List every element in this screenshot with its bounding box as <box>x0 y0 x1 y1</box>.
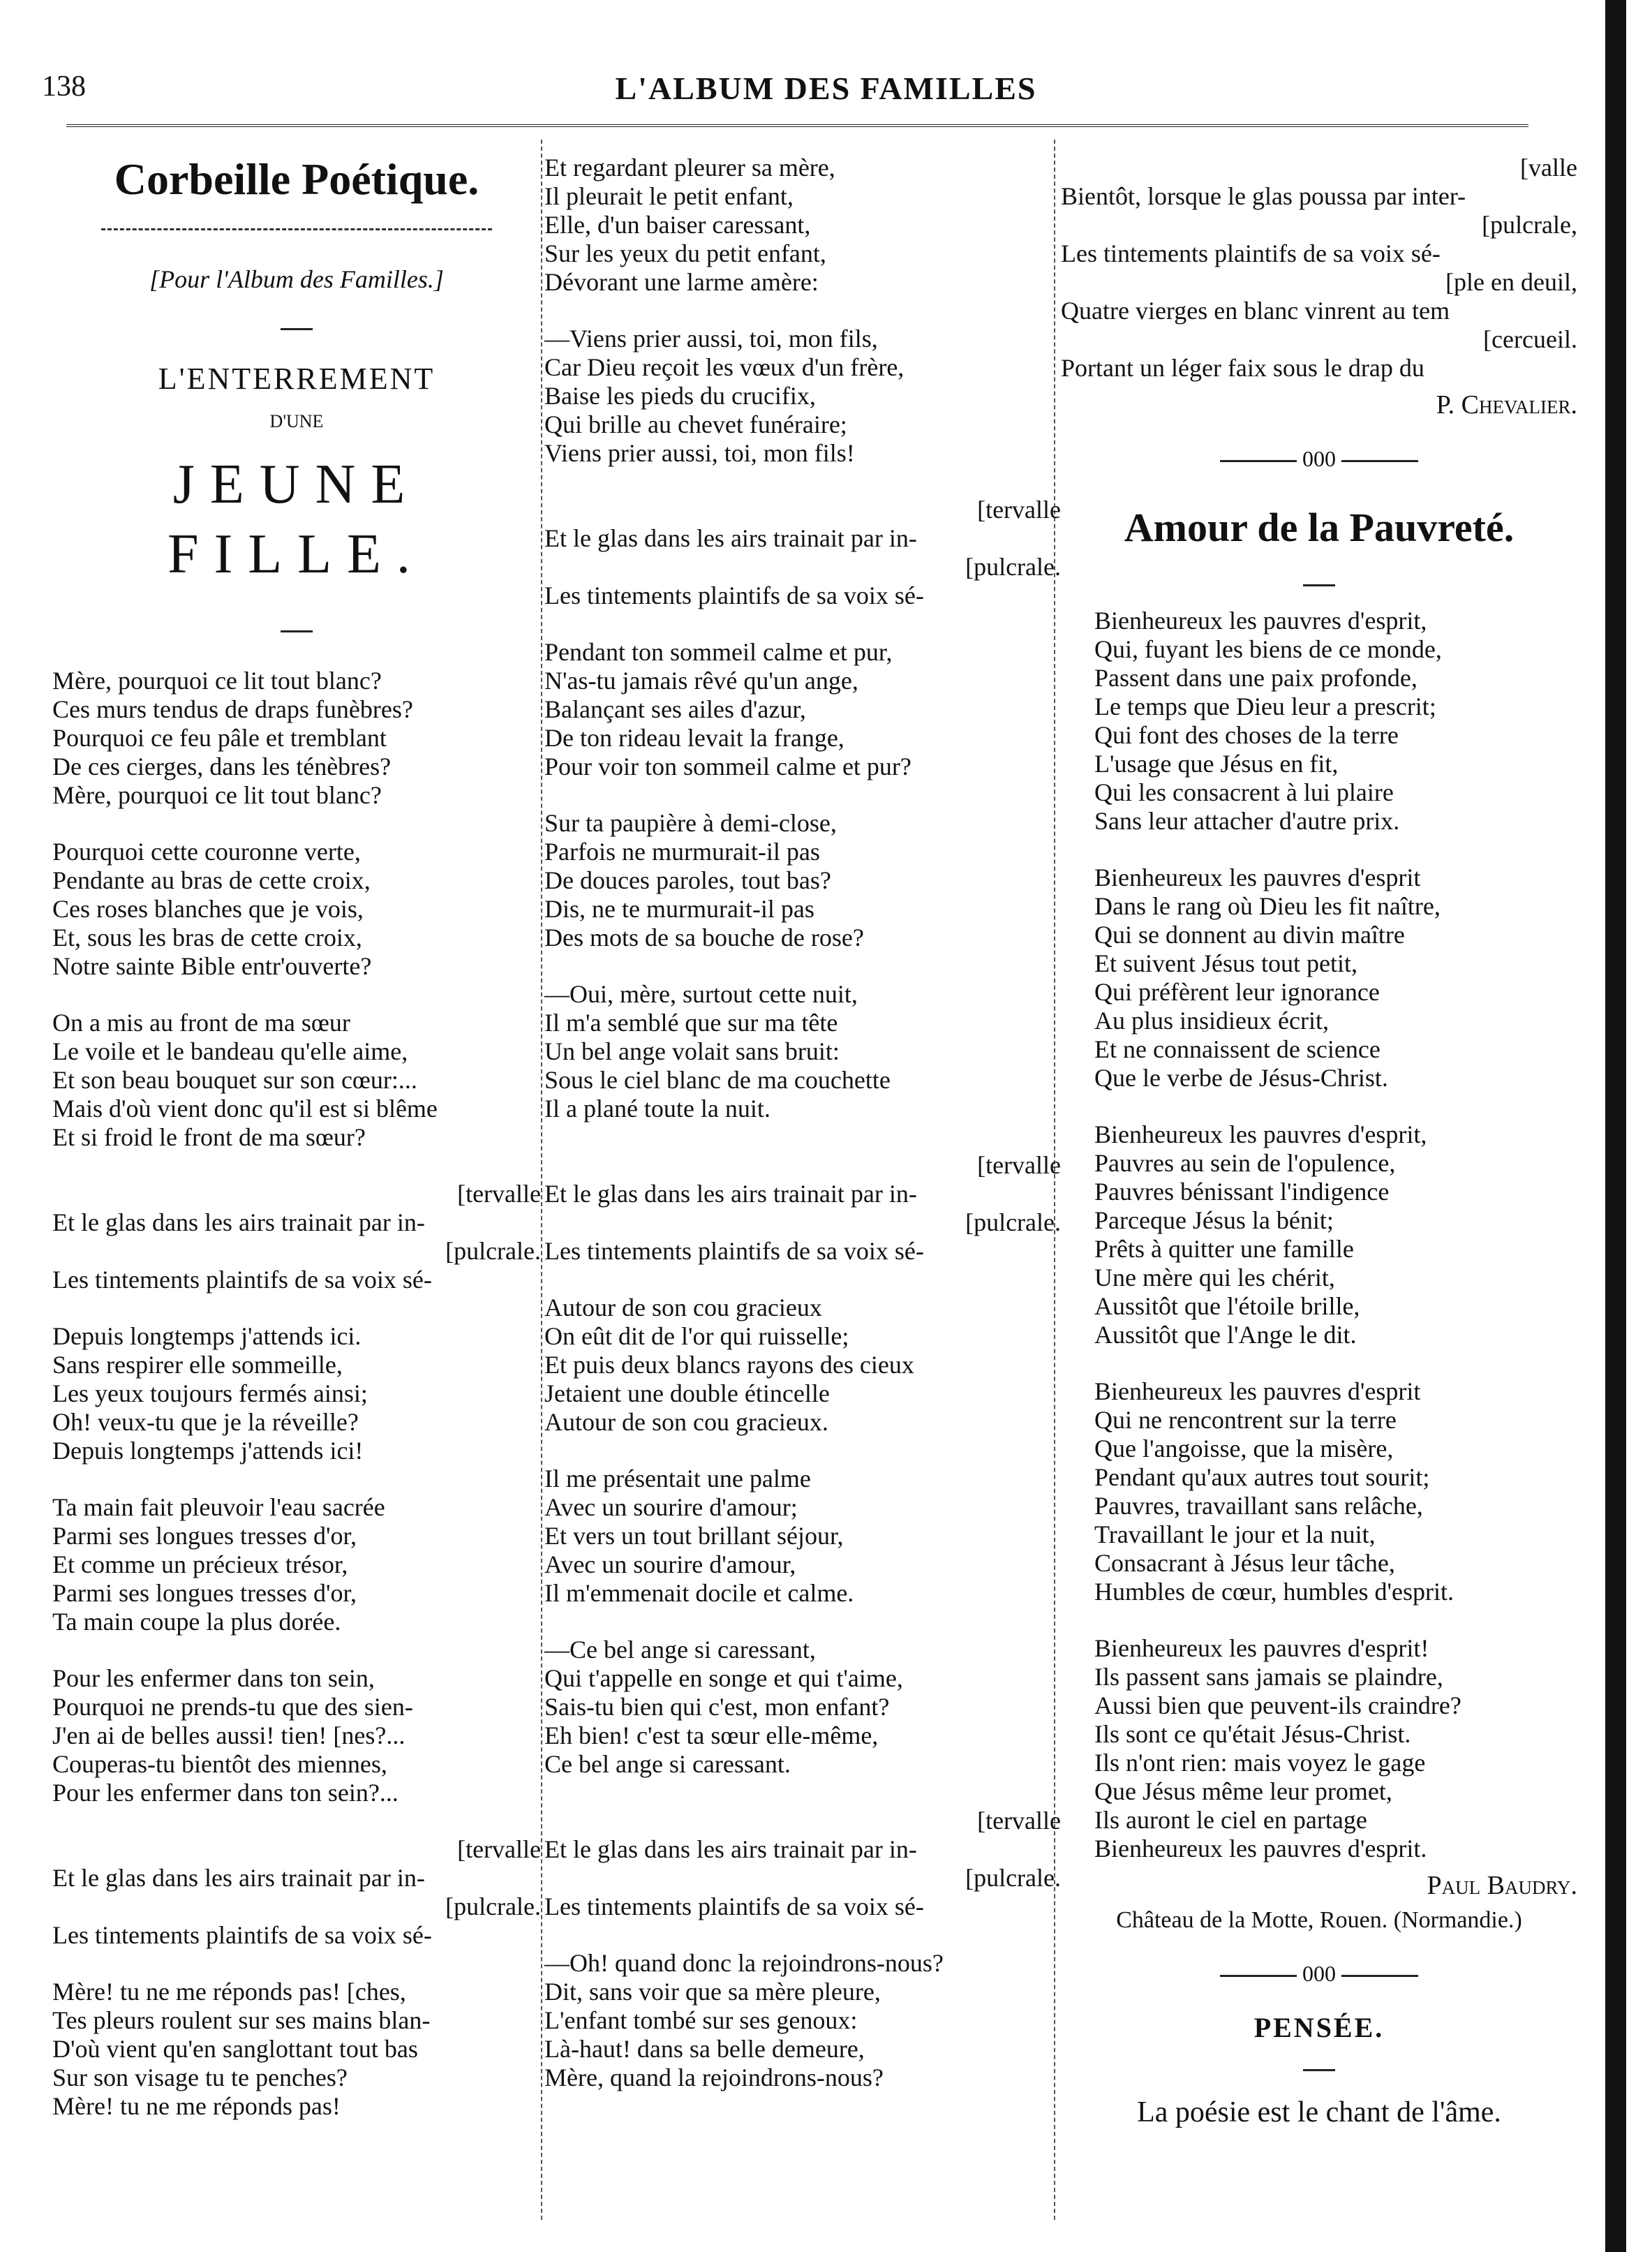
verse-line: De ces cierges, dans les ténèbres? <box>52 753 392 780</box>
stanza <box>544 809 1061 952</box>
verse-line: Dévorant une larme amère: <box>544 268 819 296</box>
verse-line: —Ce bel ange si caressant, <box>544 1636 816 1664</box>
verse-line: Pendant qu'aux autres tout sourit; <box>1094 1463 1430 1491</box>
verse-line: N'as-tu jamais rêvé qu'un ange, <box>544 667 858 695</box>
refrain-line: Et le glas dans les airs trainait par in- <box>544 524 917 552</box>
verse-line: Bienheureux les pauvres d'esprit. <box>1094 1835 1427 1862</box>
author-location: Château de la Motte, Rouen. (Normandie.) <box>1116 1907 1522 1933</box>
verse-line: —Viens prier aussi, toi, mon fils, <box>544 325 878 353</box>
column-3 <box>1061 154 1577 2127</box>
refrain-line: [tervalle <box>977 1151 1061 1179</box>
verse-line: Autour de son cou gracieux <box>544 1294 822 1321</box>
verse-line: Les yeux toujours fermés ainsi; <box>52 1379 368 1407</box>
verse-line: Depuis longtemps j'attends ici! <box>52 1437 364 1465</box>
verse-line: Eh bien! c'est ta sœur elle-même, <box>544 1721 879 1749</box>
stanza <box>544 325 1061 468</box>
verse-line: Sous le ciel blanc de ma couchette <box>544 1066 891 1094</box>
verse-line: Et comme un précieux trésor, <box>52 1550 348 1578</box>
verse-line: Couperas-tu bientôt des miennes, <box>52 1750 387 1778</box>
verse-line: Pour les enfermer dans ton sein, <box>52 1664 375 1692</box>
refrain-line: Et le glas dans les airs trainait par in- <box>52 1864 425 1892</box>
dash <box>1061 2049 1577 2077</box>
page-edge-bar <box>1605 0 1626 2252</box>
verse-line: Il me présentait une palme <box>544 1465 811 1492</box>
verse-line: Ces roses blanches que je vois, <box>52 895 364 923</box>
verse-line: Sans respirer elle sommeille, <box>52 1351 343 1379</box>
stanza <box>52 667 541 810</box>
stanza <box>1061 864 1577 1092</box>
verse-line: Au plus insidieux écrit, <box>1094 1007 1329 1035</box>
verse-line: Avec un sourire d'amour; <box>544 1493 798 1521</box>
verse-line: L'enfant tombé sur ses genoux: <box>544 2006 858 2034</box>
refrain-line: Et le glas dans les airs trainait par in- <box>52 1208 425 1236</box>
verse-line: Et regardant pleurer sa mère, <box>544 154 835 182</box>
verse-line: Notre sainte Bible entr'ouverte? <box>52 952 372 980</box>
verse-line: Baise les pieds du crucifix, <box>544 382 816 410</box>
verse-line: Il a plané toute la nuit. <box>544 1095 771 1123</box>
verse-line: Une mère qui les chérit, <box>1094 1264 1335 1291</box>
verse-line: Qui se donnent au divin maître <box>1094 921 1405 949</box>
stanza <box>1061 607 1577 836</box>
running-head: L'ALBUM DES FAMILLES <box>615 71 1037 106</box>
stanza <box>1061 1120 1577 1349</box>
verse-line: J'en ai de belles aussi! tien! [nes?... <box>52 1721 405 1749</box>
verse-line: Ces murs tendus de draps funèbres? <box>52 695 413 723</box>
refrain-line: Les tintements plaintifs de sa voix sé- <box>544 581 924 609</box>
refrain-line: Portant un léger faix sous le drap du <box>1061 354 1424 382</box>
verse-line: Qui t'appelle en songe et qui t'aime, <box>544 1664 903 1692</box>
poem-subtitle: D'UNE <box>269 411 324 431</box>
verse-line: Passent dans une paix profonde, <box>1094 664 1417 692</box>
verse-line: Avec un sourire d'amour, <box>544 1550 796 1578</box>
verse-line: Que Jésus même leur promet, <box>1094 1777 1392 1805</box>
verse-line: Que l'angoisse, que la misère, <box>1094 1435 1394 1462</box>
stanza <box>52 1664 541 1807</box>
refrain-line: [pulcrale. <box>965 553 1061 581</box>
verse-line: De douces paroles, tout bas? <box>544 866 831 894</box>
refrain <box>544 1807 1061 1921</box>
refrain-line: Les tintements plaintifs de sa voix sé- <box>52 1266 432 1294</box>
dash <box>1061 564 1577 593</box>
verse-line: Jetaient une double étincelle <box>544 1379 830 1407</box>
stanza <box>1061 1634 1577 1863</box>
section-title: Corbeille Poétique. <box>114 154 479 204</box>
divider <box>101 228 492 230</box>
verse-line: Travaillant le jour et la nuit, <box>1094 1520 1376 1548</box>
verse-line: Pauvres bénissant l'indigence <box>1094 1178 1390 1206</box>
verse-line: Il pleurait le petit enfant, <box>544 182 794 210</box>
verse-line: De ton rideau levait la frange, <box>544 724 844 752</box>
verse-line: Il m'a semblé que sur ma tête <box>544 1009 838 1037</box>
verse-line: Parceque Jésus la bénit; <box>1094 1206 1334 1234</box>
verse-line: L'usage que Jésus en fit, <box>1094 750 1339 778</box>
verse-line: Bienheureux les pauvres d'esprit <box>1094 1377 1421 1405</box>
refrain-line: [pulcrale. <box>445 1892 541 1920</box>
stanza <box>544 1294 1061 1437</box>
verse-line: Pourquoi cette couronne verte, <box>52 838 361 866</box>
refrain-line: [pulcrale. <box>965 1864 1061 1892</box>
verse-line: Pauvres au sein de l'opulence, <box>1094 1149 1396 1177</box>
verse-line: Dans le rang où Dieu les fit naître, <box>1094 892 1441 920</box>
verse-line: Parmi ses longues tresses d'or, <box>52 1579 357 1607</box>
verse-line: Pour voir ton sommeil calme et pur? <box>544 753 911 780</box>
verse-line: Ils passent sans jamais se plaindre, <box>1094 1663 1443 1691</box>
verse-line: Qui ne rencontrent sur la terre <box>1094 1406 1397 1434</box>
stanza <box>52 1978 541 2121</box>
refrain-line: Les tintements plaintifs de sa voix sé- <box>52 1921 432 1949</box>
verse-line: Sur les yeux du petit enfant, <box>544 239 826 267</box>
header-rule <box>66 124 1528 127</box>
verse-line: Sais-tu bien qui c'est, mon enfant? <box>544 1693 890 1721</box>
verse-line: Ce bel ange si caressant. <box>544 1750 791 1778</box>
refrain-line: [pulcrale. <box>965 1208 1061 1236</box>
stanza <box>1061 1377 1577 1606</box>
verse-line: Aussitôt que l'étoile brille, <box>1094 1292 1360 1320</box>
verse-line: Et suivent Jésus tout petit, <box>1094 949 1357 977</box>
refrain-line: [pulcrale, <box>1482 211 1577 239</box>
stanza <box>544 980 1061 1123</box>
verse-line: Consacrant à Jésus leur tâche, <box>1094 1549 1395 1577</box>
verse-line: Pauvres, travaillant sans relâche, <box>1094 1492 1423 1520</box>
author-signature: P. Chevalier. <box>1436 390 1577 420</box>
refrain-line: [pulcrale. <box>445 1237 541 1265</box>
verse-line: Sans leur attacher d'autre prix. <box>1094 807 1400 835</box>
refrain-line: [tervalle <box>977 496 1061 524</box>
refrain-line: [tervalle <box>457 1835 541 1863</box>
refrain-line: Les tintements plaintifs de sa voix sé- <box>544 1892 924 1920</box>
refrain <box>544 496 1061 610</box>
verse-line: Dis, ne te murmurait-il pas <box>544 895 814 923</box>
verse-line: Parfois ne murmurait-il pas <box>544 838 820 866</box>
verse-line: Balançant ses ailes d'azur, <box>544 695 806 723</box>
verse-line: Et, sous les bras de cette croix, <box>52 924 362 951</box>
verse-line: Et vers un tout brillant séjour, <box>544 1522 844 1550</box>
verse-line: Mais d'où vient donc qu'il est si blême <box>52 1095 438 1123</box>
stanza <box>544 1465 1061 1608</box>
verse-line: Viens prier aussi, toi, mon fils! <box>544 439 855 467</box>
verse-line: On a mis au front de ma sœur <box>52 1009 350 1037</box>
page-number: 138 <box>42 71 86 103</box>
verse-line: Des mots de sa bouche de rose? <box>544 924 864 951</box>
refrain <box>52 1180 541 1294</box>
stanza <box>544 638 1061 781</box>
verse-line: Le voile et le bandeau qu'elle aime, <box>52 1037 408 1065</box>
quote: La poésie est le chant de l'âme. <box>1137 2096 1501 2128</box>
verse-line: Que le verbe de Jésus-Christ. <box>1094 1064 1388 1092</box>
verse-line: Pour les enfermer dans ton sein?... <box>52 1779 399 1807</box>
stanza <box>52 1322 541 1465</box>
verse-line: Le temps que Dieu leur a prescrit; <box>1094 692 1436 720</box>
poem-subtitle-big: JEUNE FILLE. <box>168 454 426 585</box>
poem-ending <box>1061 154 1577 383</box>
verse-line: Parmi ses longues tresses d'or, <box>52 1522 357 1550</box>
verse-line: Ta main fait pleuvoir l'eau sacrée <box>52 1493 385 1521</box>
verse-line: Ta main coupe la plus dorée. <box>52 1608 341 1636</box>
verse-line: Car Dieu reçoit les vœux d'un frère, <box>544 353 905 381</box>
refrain <box>544 1151 1061 1266</box>
verse-line: D'où vient qu'en sanglottant tout bas <box>52 2035 418 2063</box>
stanza <box>52 838 541 981</box>
verse-line: Ils auront le ciel en partage <box>1094 1806 1367 1834</box>
column-rule-1 <box>541 140 542 2220</box>
verse-line: Pendant ton sommeil calme et pur, <box>544 638 893 666</box>
refrain-line: [valle <box>1520 154 1577 182</box>
refrain-line: [cercueil. <box>1483 325 1577 353</box>
verse-line: Mère! tu ne me réponds pas! <box>52 2092 341 2120</box>
stanza <box>52 1493 541 1636</box>
verse-line: Bienheureux les pauvres d'esprit <box>1094 864 1421 891</box>
refrain-line: Et le glas dans les airs trainait par in- <box>544 1180 917 1208</box>
verse-line: Et son beau bouquet sur son cœur:... <box>52 1066 417 1094</box>
verse-line: Autour de son cou gracieux. <box>544 1408 828 1436</box>
verse-line: Mère, pourquoi ce lit tout blanc? <box>52 667 382 695</box>
poem-title: L'ENTERREMENT <box>158 362 436 396</box>
dedication: [Pour l'Album des Familles.] <box>149 265 444 293</box>
verse-line: Qui préfèrent leur ignorance <box>1094 978 1380 1006</box>
stanza <box>52 1009 541 1152</box>
verse-line: Et si froid le front de ma sœur? <box>52 1123 366 1151</box>
refrain-line: Les tintements plaintifs de sa voix sé- <box>544 1237 924 1265</box>
verse-line: Pourquoi ne prends-tu que des sien- <box>52 1693 413 1721</box>
refrain-line: Et le glas dans les airs trainait par in- <box>544 1835 917 1863</box>
verse-line: Bienheureux les pauvres d'esprit, <box>1094 1120 1427 1148</box>
verse-line: Et ne connaissent de science <box>1094 1035 1381 1063</box>
verse-line: Bienheureux les pauvres d'esprit, <box>1094 607 1427 635</box>
verse-line: Humbles de cœur, humbles d'esprit. <box>1094 1578 1454 1606</box>
refrain-line: Quatre vierges en blanc vinrent au tem <box>1061 297 1450 325</box>
column-2 <box>544 154 1061 2092</box>
stanza <box>544 1636 1061 1779</box>
refrain <box>52 1835 541 1950</box>
verse-line: Et puis deux blancs rayons des cieux <box>544 1351 914 1379</box>
verse-line: Qui brille au chevet funéraire; <box>544 410 847 438</box>
verse-line: Oh! veux-tu que je la réveille? <box>52 1408 359 1436</box>
verse-line: Pourquoi ce feu pâle et tremblant <box>52 724 387 752</box>
verse-line: Là-haut! dans sa belle demeure, <box>544 2035 865 2063</box>
poem-title: Amour de la Pauvreté. <box>1124 505 1515 550</box>
verse-line: Qui, fuyant les biens de ce monde, <box>1094 635 1442 663</box>
verse-line: Mère, quand la rejoindrons-nous? <box>544 2064 884 2091</box>
verse-line: Ils n'ont rien: mais voyez le gage <box>1094 1749 1426 1777</box>
stanza <box>544 1949 1061 2092</box>
stanza <box>544 154 1061 297</box>
verse-line: On eût dit de l'or qui ruisselle; <box>544 1322 849 1350</box>
column-1 <box>52 143 541 2121</box>
verse-line: Pendante au bras de cette croix, <box>52 866 371 894</box>
verse-line: Il m'emmenait docile et calme. <box>544 1579 854 1607</box>
verse-line: Tes pleurs roulent sur ses mains blan- <box>52 2006 431 2034</box>
separator: 000 <box>1061 445 1577 473</box>
refrain-line: [tervalle <box>457 1180 541 1208</box>
verse-line: Aussi bien que peuvent-ils craindre? <box>1094 1691 1461 1719</box>
verse-line: Sur ta paupière à demi-close, <box>544 809 837 837</box>
refrain-line: [ple en deuil, <box>1445 268 1577 296</box>
verse-line: Mère! tu ne me réponds pas! [ches, <box>52 1978 406 2006</box>
verse-line: Qui font des choses de la terre <box>1094 721 1399 749</box>
dash <box>52 308 541 336</box>
refrain-line: [tervalle <box>977 1807 1061 1835</box>
refrain-line: Bientôt, lorsque le glas poussa par inter- <box>1061 182 1466 210</box>
refrain-line: Les tintements plaintifs de sa voix sé- <box>1061 239 1441 267</box>
verse-line: Ils sont ce qu'était Jésus-Christ. <box>1094 1720 1411 1748</box>
verse-line: Qui les consacrent à lui plaire <box>1094 778 1394 806</box>
separator: 000 <box>1061 1960 1577 1988</box>
dash <box>52 610 541 639</box>
verse-line: Un bel ange volait sans bruit: <box>544 1037 840 1065</box>
verse-line: —Oh! quand donc la rejoindrons-nous? <box>544 1949 944 1977</box>
verse-line: —Oui, mère, surtout cette nuit, <box>544 980 858 1008</box>
verse-line: Mère, pourquoi ce lit tout blanc? <box>52 781 382 809</box>
author-signature: Paul Baudry. <box>1427 1871 1577 1900</box>
verse-line: Depuis longtemps j'attends ici. <box>52 1322 362 1350</box>
verse-line: Bienheureux les pauvres d'esprit! <box>1094 1634 1429 1662</box>
verse-line: Aussitôt que l'Ange le dit. <box>1094 1321 1357 1349</box>
verse-line: Sur son visage tu te penches? <box>52 2064 348 2091</box>
verse-line: Dit, sans voir que sa mère pleure, <box>544 1978 881 2006</box>
verse-line: Prêts à quitter une famille <box>1094 1235 1354 1263</box>
section-heading: PENSÉE. <box>1253 2012 1385 2043</box>
verse-line: Elle, d'un baiser caressant, <box>544 211 811 239</box>
